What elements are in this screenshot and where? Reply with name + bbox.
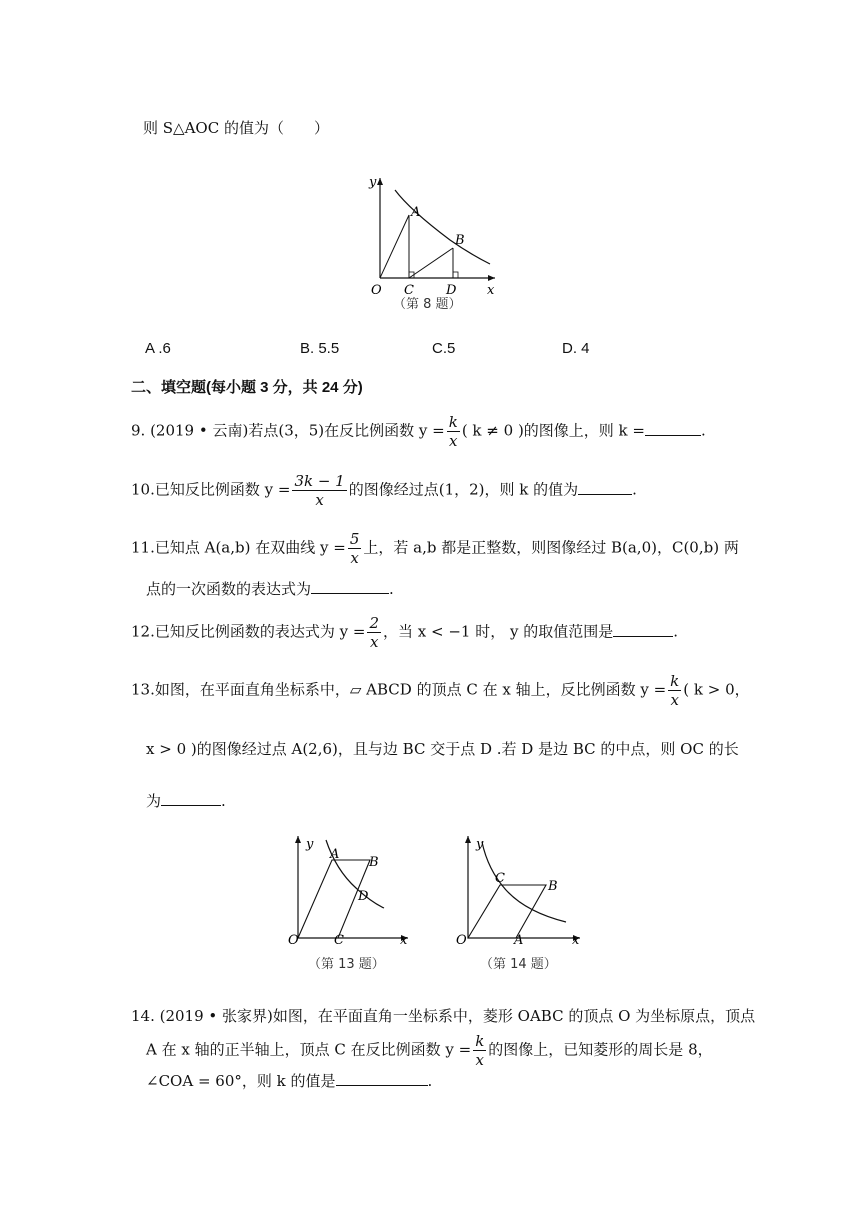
q8-tail: 则 S△AOC 的值为（ ） bbox=[143, 119, 329, 137]
question-13 bbox=[131, 672, 750, 709]
question-13-line3 bbox=[146, 790, 226, 811]
q12-den: x bbox=[369, 633, 379, 651]
q11-answer-blank[interactable] bbox=[311, 579, 389, 594]
q13-fraction bbox=[668, 672, 681, 709]
q12-num: 2 bbox=[369, 614, 379, 632]
q12-end: . bbox=[673, 622, 678, 641]
fig8-x-label: x bbox=[487, 283, 495, 298]
q14-line3: ∠COA = 60°，则 k 的值是 bbox=[146, 1072, 336, 1090]
choice-b: B. 5.5 bbox=[300, 340, 340, 357]
q9-fraction bbox=[447, 413, 460, 450]
section-2-title: 二、填空题(每小题 3 分，共 24 分) bbox=[131, 379, 363, 396]
q14-end: . bbox=[427, 1072, 433, 1090]
fig8-caption: （第 8 题） bbox=[393, 297, 462, 312]
figure-8 bbox=[355, 172, 505, 312]
fig8-d-label: D bbox=[446, 283, 457, 298]
q12-fraction bbox=[367, 614, 381, 651]
fig14-c-label: C bbox=[495, 871, 505, 886]
question-9 bbox=[131, 413, 706, 450]
q11-post: 上，若 a,b 都是正整数，则图像经过 B(a,0)，C(0,b) 两 bbox=[363, 538, 739, 557]
figure-14 bbox=[438, 830, 588, 975]
fig8-a-label: A bbox=[411, 205, 421, 220]
question-14: 14. (2019 • 张家界)如图，在平面直角一坐标系中，菱形 OABC 的顶点 O 为坐标原点，顶点 bbox=[131, 1007, 756, 1025]
q12-answer-blank[interactable] bbox=[613, 622, 673, 637]
fig8-y-label: y bbox=[369, 175, 377, 190]
fig14-o-label: O bbox=[456, 933, 467, 948]
fig13-y-label: y bbox=[306, 837, 314, 852]
fig14-a-label: A bbox=[514, 933, 524, 948]
choice-a: A .6 bbox=[145, 340, 171, 357]
q11-den: x bbox=[350, 549, 359, 567]
q9-answer-blank[interactable] bbox=[645, 421, 701, 436]
q12-pre: 12.已知反比例函数的表达式为 y = bbox=[131, 622, 366, 641]
fig14-y-label: y bbox=[476, 837, 484, 852]
q11-pre: 11.已知点 A(a,b) 在双曲线 y = bbox=[131, 538, 346, 557]
q14-line2-pre: A 在 x 轴的正半轴上，顶点 C 在反比例函数 y = bbox=[146, 1040, 472, 1059]
choice-c: C.5 bbox=[432, 340, 456, 357]
q13-den: x bbox=[670, 691, 679, 709]
q14-num: k bbox=[475, 1032, 485, 1050]
q13-line3: 为 bbox=[146, 792, 162, 810]
q14-line2-post: 的图像上，已知菱形的周长是 8， bbox=[488, 1040, 713, 1059]
question-13-line2: x > 0 )的图像经过点 A(2,6)，且与边 BC 交于点 D .若 D 是边 BC 的中点，则 OC 的长 bbox=[146, 740, 739, 758]
fig8-o-label: O bbox=[371, 283, 382, 298]
q14-answer-blank[interactable] bbox=[336, 1071, 428, 1086]
question-11-line2 bbox=[146, 578, 394, 599]
q10-num: 3k − 1 bbox=[294, 472, 345, 490]
q13-pre: 13.如图，在平面直角坐标系中，▱ ABCD 的顶点 C 在 x 轴上，反比例函数 y = bbox=[131, 680, 667, 699]
fig13-caption: （第 13 题） bbox=[308, 957, 385, 972]
q9-num: k bbox=[448, 413, 458, 431]
fig13-x-label: x bbox=[400, 933, 408, 948]
q10-end: . bbox=[632, 480, 637, 499]
q13-answer-blank[interactable] bbox=[161, 791, 221, 806]
figure-13 bbox=[266, 830, 416, 975]
q9-end: . bbox=[701, 421, 706, 440]
choice-d: D. 4 bbox=[562, 340, 590, 357]
q11-end: . bbox=[389, 580, 394, 598]
q13-post: ( k > 0， bbox=[683, 680, 750, 699]
question-14-line3 bbox=[146, 1070, 432, 1091]
question-11 bbox=[131, 530, 739, 567]
q10-fraction bbox=[292, 472, 346, 509]
q13-end: . bbox=[221, 792, 226, 810]
fig8-b-label: B bbox=[455, 233, 465, 248]
q9-den: x bbox=[449, 432, 458, 450]
fig13-o-label: O bbox=[288, 933, 299, 948]
q14-den: x bbox=[475, 1051, 484, 1069]
fig13-b-label: B bbox=[369, 855, 379, 870]
q14-fraction bbox=[473, 1032, 486, 1069]
fig13-a-label: A bbox=[330, 847, 340, 862]
fig13-d-label: D bbox=[358, 889, 369, 904]
question-12 bbox=[131, 614, 678, 651]
q10-post: 的图像经过点(1，2)，则 k 的值为 bbox=[348, 480, 579, 499]
q11-num: 5 bbox=[349, 530, 360, 548]
q13-num: k bbox=[670, 672, 680, 690]
q11-line2: 点的一次函数的表达式为 bbox=[146, 580, 312, 598]
question-14-line2 bbox=[146, 1032, 713, 1069]
fig13-c-label: C bbox=[334, 933, 344, 948]
fig14-caption: （第 14 题） bbox=[480, 957, 557, 972]
fig14-x-label: x bbox=[572, 933, 580, 948]
question-10 bbox=[131, 472, 637, 509]
q10-pre: 10.已知反比例函数 y = bbox=[131, 480, 291, 499]
q12-post: ，当 x < −1 时， y 的取值范围是 bbox=[382, 622, 614, 641]
fig8-c-label: C bbox=[404, 283, 414, 298]
fig14-b-label: B bbox=[548, 879, 558, 894]
q10-answer-blank[interactable] bbox=[578, 480, 632, 495]
q9-pre: 9. (2019 • 云南)若点(3，5)在反比例函数 y = bbox=[131, 421, 445, 440]
q9-post: ( k ≠ 0 )的图像上，则 k = bbox=[461, 421, 645, 440]
q10-den: x bbox=[315, 491, 324, 509]
q11-fraction bbox=[348, 530, 362, 567]
